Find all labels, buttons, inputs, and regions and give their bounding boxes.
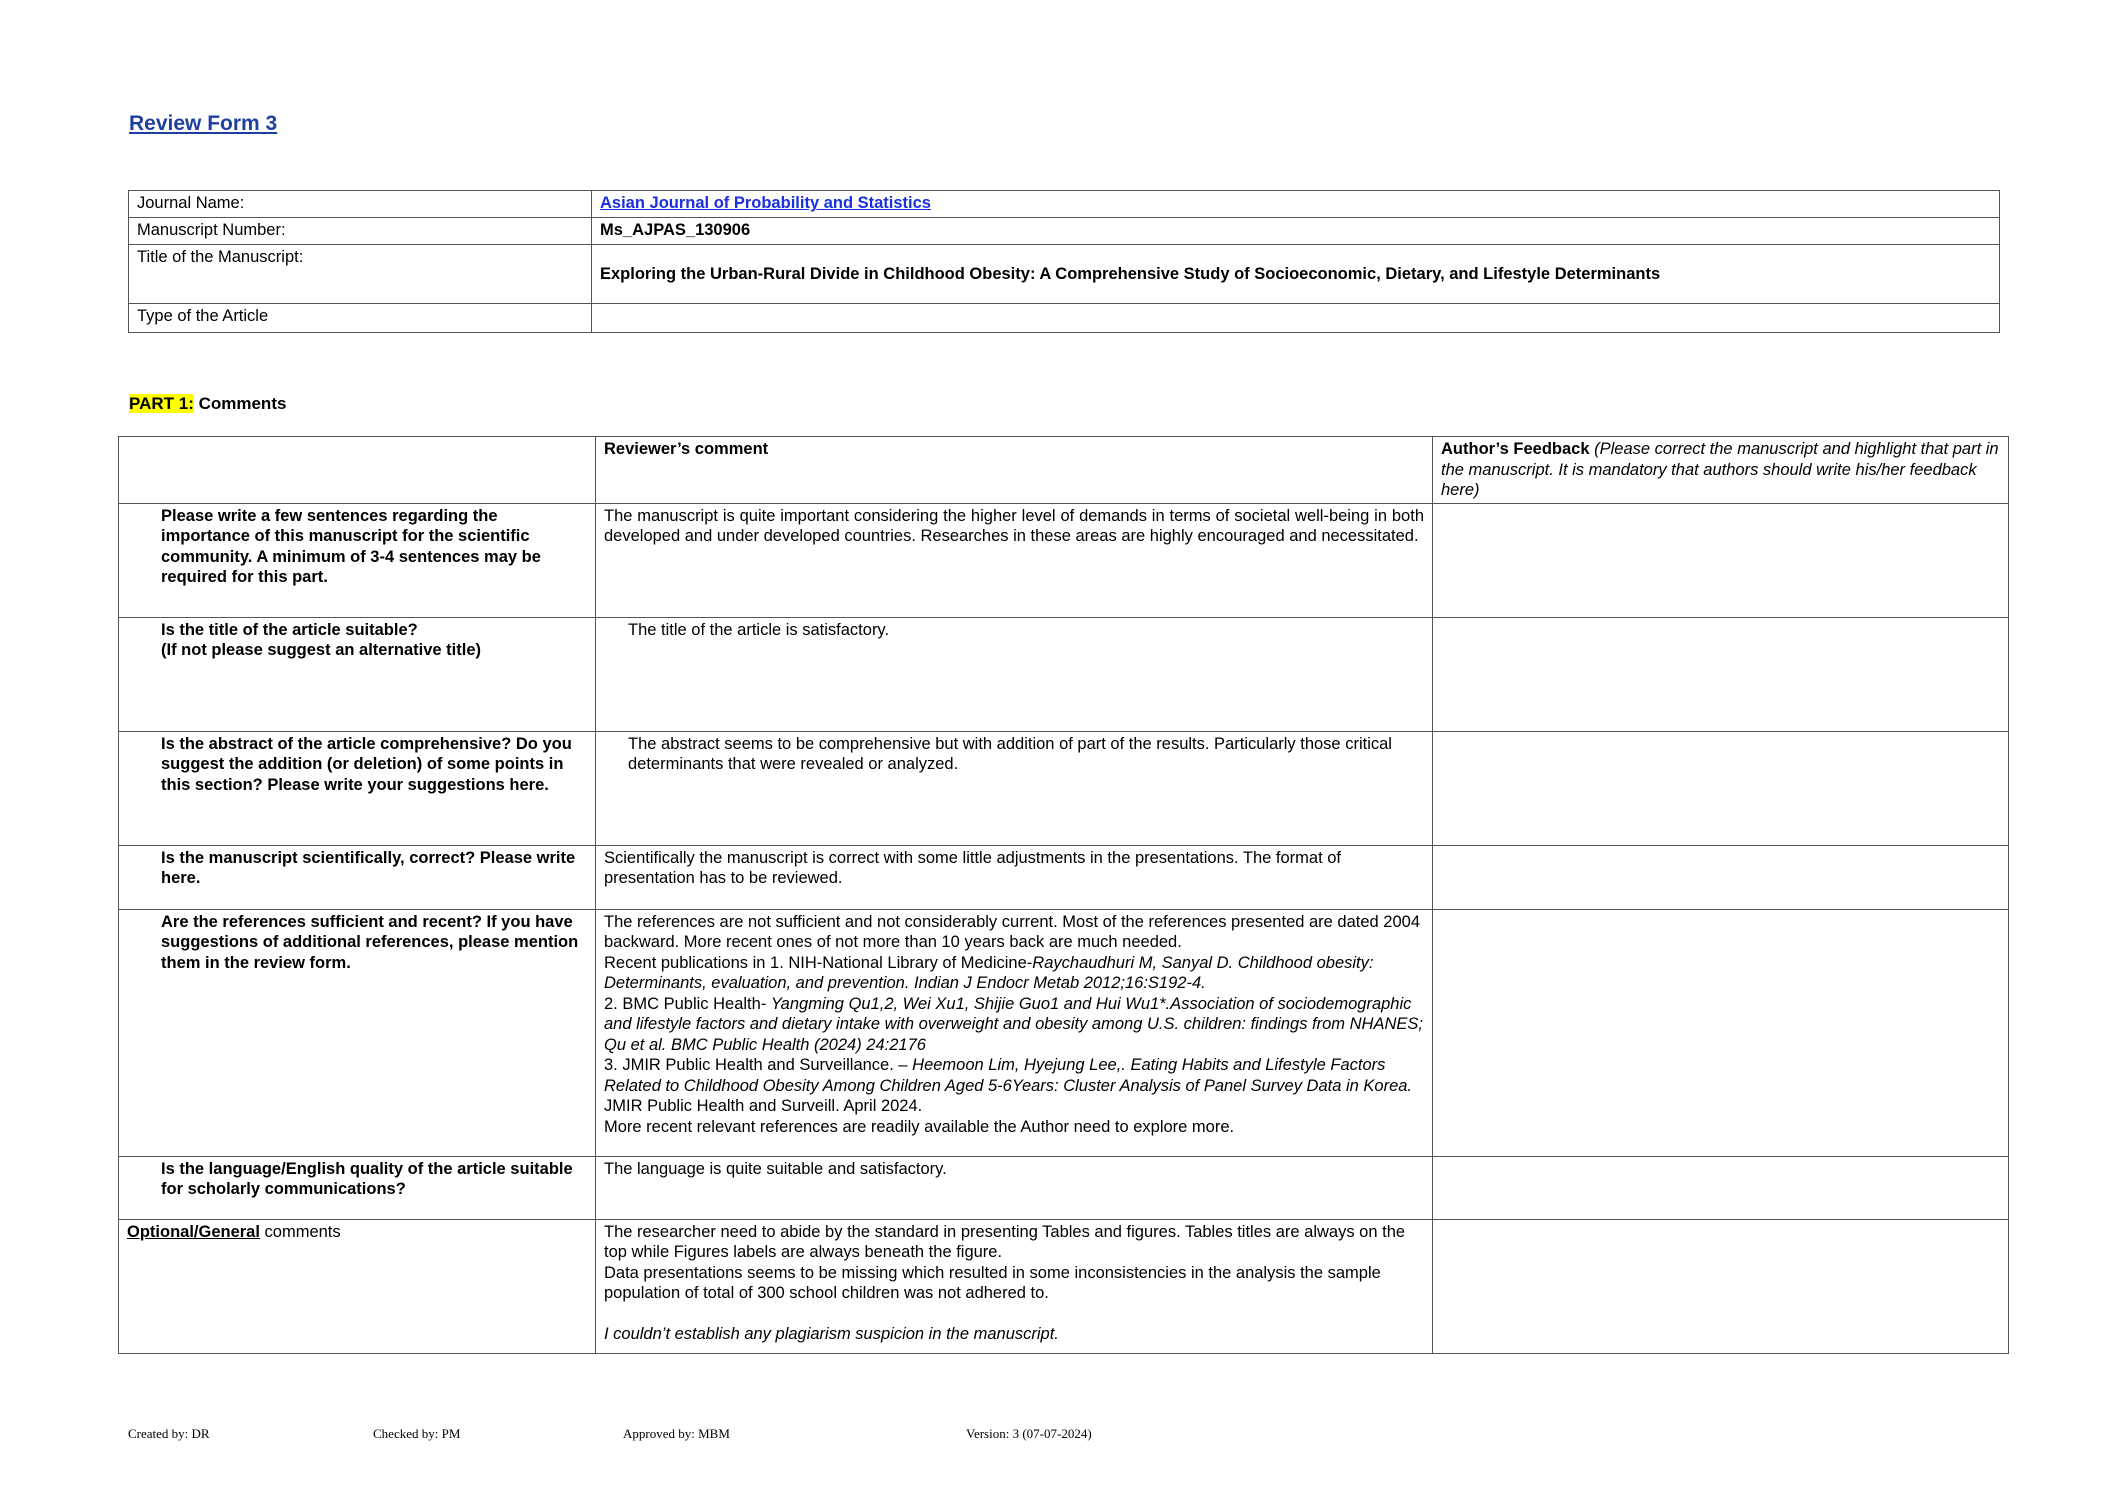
- table-row: [129, 191, 2000, 218]
- ms-value: Ms_AJPAS_130906: [592, 218, 2000, 245]
- table-row: [119, 731, 2009, 845]
- empty-header-cell: [119, 437, 596, 504]
- ref-citation: Raychaudhuri M, Sanyal D. Childhood obesity: Determinants, evaluation, and prevention. Indian J Endocr Metab 2012;16:S192-4.: [604, 953, 1374, 992]
- reference-1: [604, 953, 1424, 994]
- comments-table: [118, 436, 2009, 1354]
- comment-paragraph: Data presentations seems to be missing which resulted in some inconsistencies in the analysis the sample population of total of 300 school children was not adhered to.: [604, 1263, 1381, 1302]
- part-text: Comments: [193, 394, 287, 413]
- author-feedback-label: Author’s Feedback: [1441, 440, 1590, 458]
- author-feedback-cell[interactable]: [1433, 909, 2009, 1156]
- reference-3: [604, 1055, 1424, 1117]
- footer-checked: Checked by: PM: [373, 1426, 461, 1441]
- table-row: [129, 304, 2000, 333]
- reviewer-comment: Scientifically the manuscript is correct with some little adjustments in the presentations. The format of presentation has to be reviewed.: [596, 845, 1433, 909]
- question: Is the manuscript scientifically, correct? Please write here.: [119, 845, 596, 909]
- journal-link[interactable]: Asian Journal of Probability and Statistics: [600, 194, 931, 212]
- reviewer-comment: [596, 909, 1433, 1156]
- comment-paragraph: The references are not sufficient and not considerably current. Most of the references presented are dated 2004 backward. More recent ones of not more than 10 years back are much needed.: [604, 912, 1421, 951]
- reviewer-comment: The language is quite suitable and satisfactory.: [596, 1156, 1433, 1219]
- question: Are the references sufficient and recent? If you have suggestions of additional references, please mention them in the review form.: [119, 909, 596, 1156]
- author-feedback-cell[interactable]: [1433, 845, 2009, 909]
- table-row: [129, 218, 2000, 245]
- question-text: Is the title of the article suitable?: [161, 620, 418, 639]
- type-label: Type of the Article: [129, 304, 592, 333]
- table-row: [119, 1156, 2009, 1219]
- author-feedback-cell[interactable]: [1433, 731, 2009, 845]
- ms-label: Manuscript Number:: [129, 218, 592, 245]
- table-row: [119, 437, 2009, 504]
- title-label: Title of the Manuscript:: [129, 245, 592, 304]
- ref-source: 3. JMIR Public Health and Surveillance. –: [604, 1056, 913, 1074]
- author-feedback-note: (Please correct the manuscript and highlight that part in the manuscript. It is mandatory that authors should write his/her feedback here): [1441, 440, 1999, 499]
- ref-source: Recent publications in 1. NIH-National Library of Medicine-: [604, 953, 1033, 972]
- ref-citation: Yangming Qu1,2, Wei Xu1, Shijie Guo1 and Hui Wu1*.Association of sociodemographic and lifestyle factors and dietary intake with overweight and obesity among U.S. children: findings from NHANES; Qu et al. BMC Public Health (2024) 24:2176: [604, 994, 1423, 1054]
- table-row: [119, 503, 2009, 617]
- ref-source: 2. BMC Public Health-: [604, 994, 771, 1013]
- question: Is the language/English quality of the article suitable for scholarly communications?: [119, 1156, 596, 1219]
- form-title: Review Form 3: [129, 112, 278, 135]
- optional-comment: [596, 1219, 1433, 1353]
- plagiarism-note: I couldn’t establish any plagiarism suspicion in the manuscript.: [604, 1324, 1059, 1343]
- journal-label: Journal Name:: [129, 191, 592, 218]
- type-value: [592, 304, 2000, 333]
- optional-text: comments: [259, 1222, 341, 1241]
- footer-created: Created by: DR: [128, 1426, 210, 1441]
- title-value: Exploring the Urban-Rural Divide in Childhood Obesity: A Comprehensive Study of Socioeconomic, Dietary, and Lifestyle Determinants: [592, 245, 2000, 304]
- ref-citation: Heemoon Lim, Hyejung Lee,. Eating Habits and Lifestyle Factors Related to Childhood Obesity Among Children Aged 5-6Years: Cluster Analysis of Panel Survey Data in Korea.: [604, 1056, 1413, 1095]
- reference-2: [604, 994, 1424, 1056]
- author-feedback-cell[interactable]: [1433, 503, 2009, 617]
- part-label: PART 1:: [129, 394, 194, 413]
- comment-paragraph: The researcher need to abide by the standard in presenting Tables and figures. Tables titles are always on the top while Figures labels are always beneath the figure.: [604, 1222, 1406, 1261]
- table-row: [129, 245, 2000, 304]
- footer-approved: Approved by: MBM: [623, 1426, 730, 1441]
- question-subtext: (If not please suggest an alternative title): [161, 641, 481, 659]
- table-row: [119, 617, 2009, 731]
- table-row: [119, 1219, 2009, 1353]
- author-feedback-header: [1433, 437, 2009, 504]
- ref-journal: JMIR Public Health and Surveill. April 2024.: [604, 1097, 923, 1115]
- question: Is the abstract of the article comprehensive? Do you suggest the addition (or deletion) of some points in this section? Please write your suggestions here.: [119, 731, 596, 845]
- part-heading: [129, 394, 286, 414]
- comment-paragraph: More recent relevant references are readily available the Author need to explore more.: [604, 1117, 1235, 1136]
- reviewer-comment: The title of the article is satisfactory.: [596, 617, 1433, 731]
- question: [119, 617, 596, 731]
- author-feedback-cell[interactable]: [1433, 1156, 2009, 1219]
- question: Please write a few sentences regarding the importance of this manuscript for the scientific community. A minimum of 3-4 sentences may be required for this part.: [119, 503, 596, 617]
- manuscript-info-table: [128, 190, 2000, 333]
- table-row: [119, 845, 2009, 909]
- reviewer-comment: The manuscript is quite important considering the higher level of demands in terms of societal well-being in both developed and under developed countries. Researches in these areas are highly encouraged and necessitated.: [596, 503, 1433, 617]
- optional-comments-label: [119, 1219, 596, 1353]
- author-feedback-cell[interactable]: [1433, 617, 2009, 731]
- reviewer-comment-header: Reviewer’s comment: [596, 437, 1433, 504]
- reviewer-comment: The abstract seems to be comprehensive but with addition of part of the results. Particularly those critical determinants that were revealed or analyzed.: [596, 731, 1433, 845]
- table-row: [119, 909, 2009, 1156]
- footer-version: Version: 3 (07-07-2024): [966, 1426, 1092, 1441]
- author-feedback-cell[interactable]: [1433, 1219, 2009, 1353]
- optional-label: Optional/General: [127, 1222, 260, 1241]
